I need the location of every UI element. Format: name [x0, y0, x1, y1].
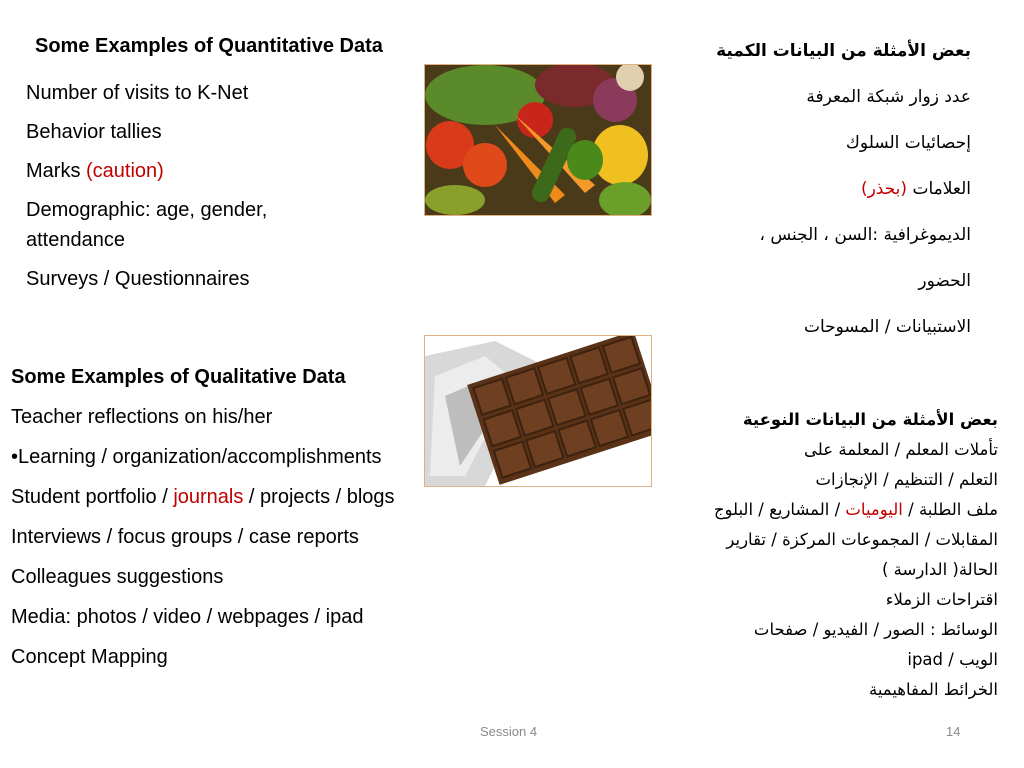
list-item: •Learning / organization/accomplishments [11, 446, 382, 468]
arabic-line: عدد زوار شبكة المعرفة [806, 87, 971, 107]
list-item [26, 156, 326, 186]
item-text: Behavior tallies [26, 121, 162, 143]
arabic-text: / المشاريع / البلوج [713, 500, 846, 519]
list-item: Colleagues suggestions [11, 566, 224, 588]
page-number: 14 [946, 724, 961, 739]
caution-highlight: (caution) [86, 160, 164, 182]
arabic-line: تأملات المعلم / المعلمة على [804, 440, 998, 459]
vegetables-illustration [425, 65, 651, 215]
arabic-journals-highlight: اليوميات [845, 500, 903, 519]
arabic-line: الخرائط المفاهيمية [868, 680, 998, 699]
quantitative-arabic-block [641, 38, 971, 360]
quantitative-arabic-title: بعض الأمثلة من البيانات الكمية [716, 41, 971, 61]
vegetables-photo [424, 64, 652, 216]
arabic-line: الاستبيانات / المسوحات [803, 317, 971, 337]
list-item [26, 264, 326, 294]
arabic-line: الويب / ipad [907, 650, 998, 669]
arabic-line: الديموغرافية :السن ، الجنس ، [759, 225, 971, 245]
arabic-line [641, 176, 971, 222]
item-text: Number of visits to K-Net [26, 82, 249, 104]
arabic-text: ملف الطلبة / [902, 500, 998, 519]
qualitative-title: Some Examples of Qualitative Data [11, 366, 346, 388]
arabic-line: المقابلات / المجموعات المركزة / تقارير [726, 530, 998, 549]
arabic-line: الحضور [918, 271, 971, 291]
arabic-line: الحالة( الدارسة ) [881, 560, 998, 579]
arabic-line: اقتراحات الزملاء [885, 590, 998, 609]
journals-highlight: journals [173, 486, 244, 508]
quantitative-title: Some Examples of Quantitative Data [35, 35, 383, 57]
list-item [26, 195, 326, 255]
item-text: Demographic: age, gender, attendance [26, 199, 268, 251]
arabic-line [618, 495, 998, 525]
arabic-text: العلامات [907, 179, 971, 199]
quantitative-list [26, 78, 326, 303]
item-text: / projects / blogs [243, 486, 395, 508]
arabic-line: إحصائيات السلوك [845, 133, 971, 153]
footer-session-label: Session 4 [480, 724, 538, 739]
list-item: Concept Mapping [11, 646, 168, 668]
item-text: Student portfolio / [11, 486, 174, 508]
item-text: Marks [26, 160, 86, 182]
qualitative-list [11, 362, 431, 682]
item-text: Surveys / Questionnaires [26, 268, 250, 290]
arabic-line: التعلم / التنظيم / الإنجازات [815, 470, 998, 489]
list-item: Teacher reflections on his/her [11, 406, 273, 428]
qualitative-arabic-title: بعض الأمثلة من البيانات النوعية [742, 410, 998, 429]
list-item: Interviews / focus groups / case reports [11, 526, 359, 548]
arabic-line: الوسائط : الصور / الفيديو / صفحات [753, 620, 998, 639]
arabic-caution-highlight: (بحذر) [860, 179, 908, 199]
list-item [26, 78, 326, 108]
qualitative-arabic-block [618, 405, 998, 705]
list-item [26, 117, 326, 147]
list-item [11, 482, 431, 512]
list-item: Media: photos / video / webpages / ipad [11, 606, 364, 628]
